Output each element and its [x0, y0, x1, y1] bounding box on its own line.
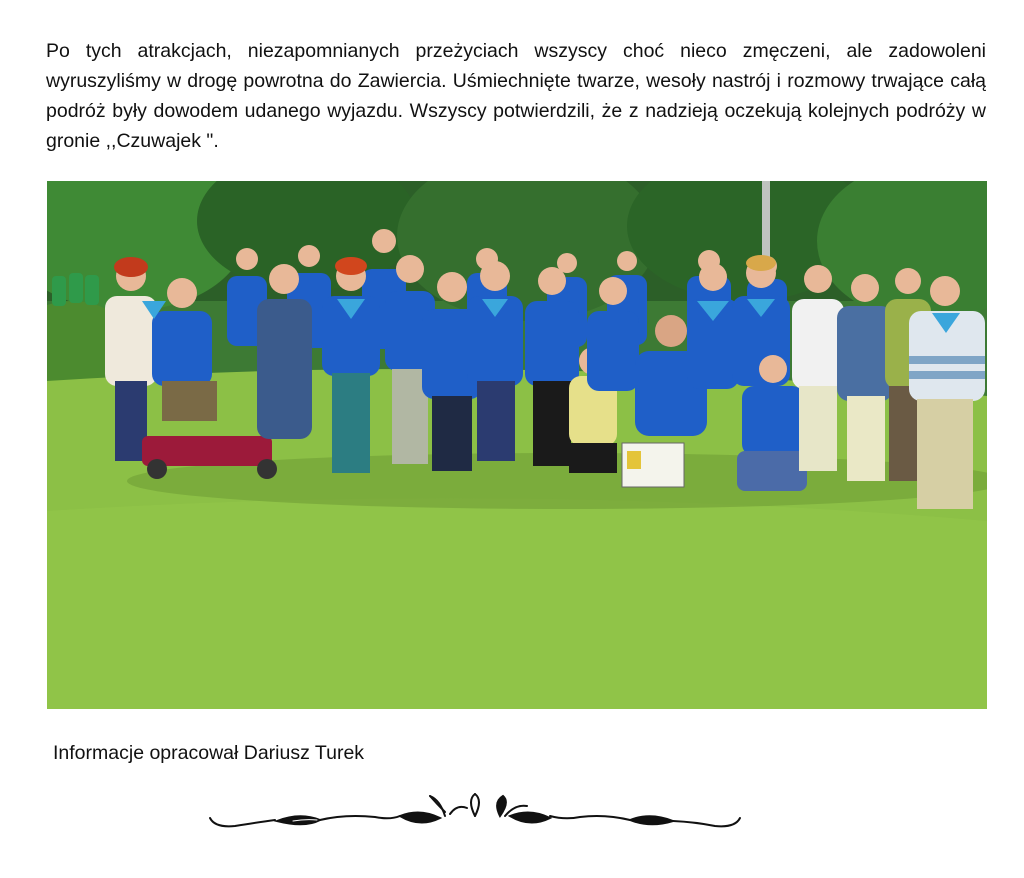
group-photo: [47, 181, 987, 709]
flourish-divider-icon: [205, 790, 745, 840]
article-paragraph: Po tych atrakcjach, niezapomnianych przeżyciach wszyscy choć nieco zmęczeni, ale zadowoleni wyruszyliśmy w drogę powrotna do Zawiercia. Uśmiechnięte twarze, wesoły nastrój i rozmowy trwające całą podróż były dowodem udanego wyjazdu. Wszyscy potwierdzili, że z nadzieją oczekują kolejnych podróży w gronie ,,Czuwajek ".: [46, 40, 986, 152]
author-credit: Informacje opracował Dariusz Turek: [53, 742, 365, 764]
